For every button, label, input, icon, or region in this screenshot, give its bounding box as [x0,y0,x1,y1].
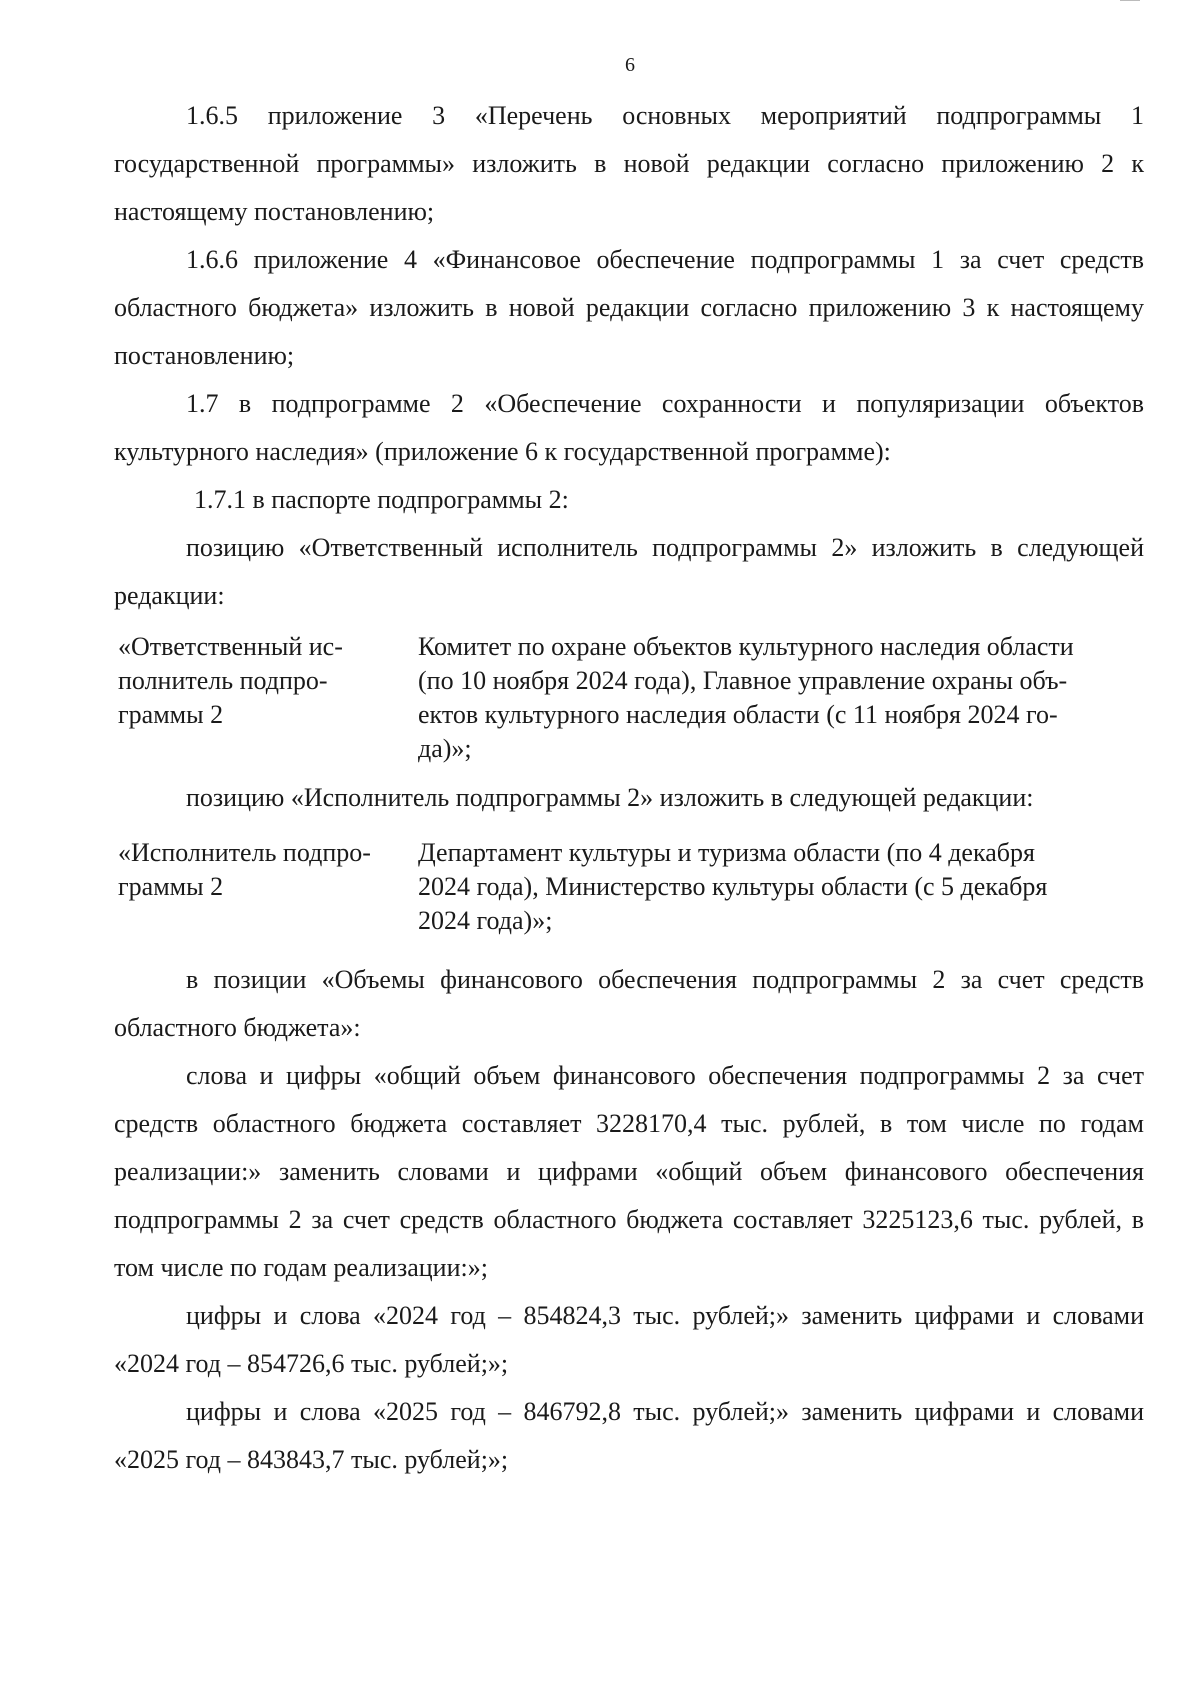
paragraph-1-6-6: 1.6.6 приложение 4 «Финансовое обеспечение подпрограммы 1 за счет средств областного бюджета» изложить в новой редакции согласно приложению 3 к настоящему постановлению; [114,245,1144,370]
table-responsible-executor [114,630,1144,766]
table-label-line: «Ответственный ис- [118,632,343,661]
paragraph-2024-funding: цифры и слова «2024 год – 854824,3 тыс. рублей;» заменить цифрами и словами «2024 год – 854726,6 тыс. рублей;»; [114,1301,1144,1378]
table-value-line: ектов культурного наследия области (с 11 ноября 2024 го- [418,700,1058,729]
table-label-line: полнитель подпро- [118,666,328,695]
page-number: 6 [625,54,635,76]
paragraph-total-funding: слова и цифры «общий объем финансового обеспечения подпрограммы 2 за счет средств областного бюджета составляет 3228170,4 тыс. рублей, в том числе по годам реализации:» заменить словами и цифрами «общий объем финансового обеспечения подпрограммы 2 за счет средств областного бюджета составляет 3225123,6 тыс. рублей, в том числе по годам реализации:»; [114,1061,1144,1282]
table-value-line: Комитет по охране объектов культурного наследия области [418,632,1074,661]
paragraph-funding-position: в позиции «Объемы финансового обеспечения подпрограммы 2 за счет средств областного бюджета»: [114,965,1144,1042]
table-label-line: граммы 2 [118,700,224,729]
table-value-cell [418,836,1144,938]
paragraph-executor-intro: позицию «Исполнитель подпрограммы 2» изложить в следующей редакции: [186,783,1034,812]
paragraph-2025-funding: цифры и слова «2025 год – 846792,8 тыс. рублей;» заменить цифрами и словами «2025 год – 843843,7 тыс. рублей;»; [114,1397,1144,1474]
table-label-cell [114,836,418,938]
table-value-line: 2024 года), Министерство культуры области (с 5 декабря [418,872,1048,901]
table-value-line: да)»; [418,734,472,763]
table-value-line: Департамент культуры и туризма области (по 4 декабря [418,838,1035,867]
table-value-line: (по 10 ноября 2024 года), Главное управление охраны объ- [418,666,1068,695]
table-label-cell [114,630,418,766]
paragraph-responsible-intro: позицию «Ответственный исполнитель подпрограммы 2» изложить в следующей редакции: [114,533,1144,610]
table-label-line: граммы 2 [118,872,224,901]
table-label-line: «Исполнитель подпро- [118,838,371,867]
table-value-cell [418,630,1144,766]
scan-edge-mark [1120,0,1140,5]
paragraph-1-7-1: 1.7.1 в паспорте подпрограммы 2: [194,485,569,514]
paragraph-1-6-5: 1.6.5 приложение 3 «Перечень основных мероприятий подпрограммы 1 государственной программы» изложить в новой редакции согласно приложению 2 к настоящему постановлению; [114,101,1144,226]
paragraph-1-7: 1.7 в подпрограмме 2 «Обеспечение сохранности и популяризации объектов культурного наследия» (приложение 6 к государственной программе): [114,389,1144,466]
table-executor [114,836,1144,938]
table-value-line: 2024 года)»; [418,906,553,935]
document-body [114,92,1144,1484]
